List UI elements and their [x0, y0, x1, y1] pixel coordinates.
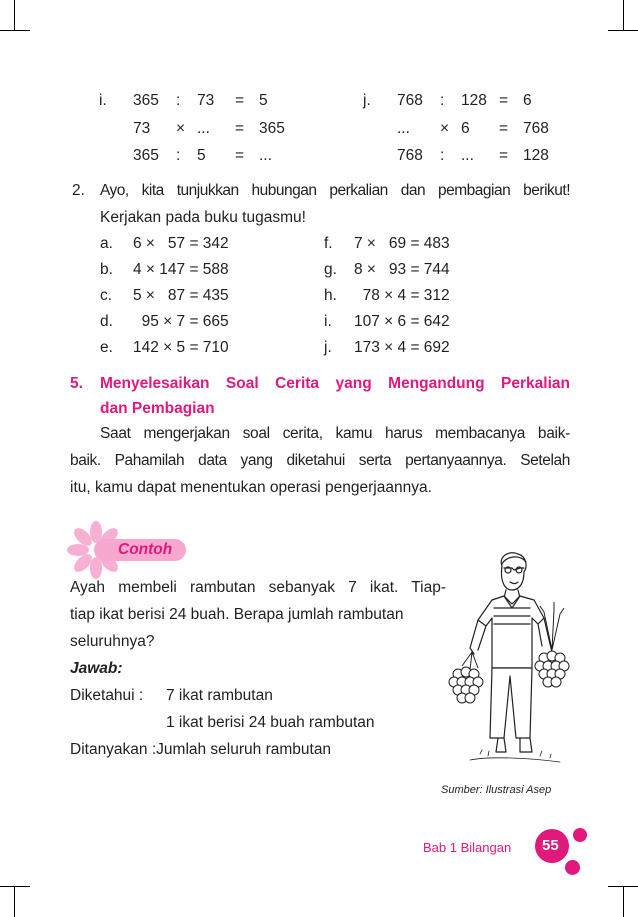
operand: 5	[197, 147, 206, 164]
item-label: c.	[100, 287, 113, 304]
item-label: g.	[324, 261, 337, 278]
crop-mark	[14, 887, 15, 917]
known-item: 7 ikat rambutan	[166, 687, 273, 704]
equation: 78 × 4 = 312	[354, 287, 450, 304]
paragraph-line: Saat mengerjakan soal cerita, kamu harus membacanya baik-	[100, 425, 570, 442]
crop-mark	[608, 886, 638, 887]
instruction-line: Kerjakan pada buku tugasmu!	[100, 209, 306, 226]
image-caption: Sumber: Ilustrasi Asep	[441, 784, 552, 796]
crop-mark	[623, 0, 624, 30]
equals: =	[499, 92, 509, 109]
operand: 128	[461, 92, 487, 109]
operand: ...	[197, 120, 210, 137]
known-label: Diketahui :	[70, 687, 144, 704]
item-number: 2.	[72, 182, 85, 199]
crop-mark	[0, 886, 30, 887]
equation: 107 × 6 = 642	[354, 313, 450, 330]
known-item: 1 ikat berisi 24 buah rambutan	[166, 714, 375, 731]
page-number: 55	[542, 837, 559, 854]
equation: 5 × 87 = 435	[133, 287, 229, 304]
operand: ...	[397, 120, 410, 137]
decorative-dot	[565, 860, 580, 875]
paragraph-line: itu, kamu dapat menentukan operasi pengerjaannya.	[70, 479, 432, 496]
operator: ×	[440, 120, 450, 137]
equals: =	[235, 147, 245, 164]
operator: :	[176, 147, 181, 164]
operator: :	[440, 92, 445, 109]
equals: =	[499, 120, 509, 137]
operand: ...	[461, 147, 474, 164]
operand: 6	[461, 120, 470, 137]
operator: :	[176, 92, 181, 109]
operator: :	[440, 147, 445, 164]
item-label: a.	[100, 235, 113, 252]
item-label: e.	[100, 339, 113, 356]
equals: =	[235, 120, 245, 137]
crop-mark	[623, 887, 624, 917]
operand: 365	[133, 147, 159, 164]
crop-mark	[0, 30, 30, 31]
equation: 173 × 4 = 692	[354, 339, 450, 356]
item-label: j.	[324, 339, 332, 356]
item-label: j.	[363, 92, 371, 109]
equation: 7 × 69 = 483	[354, 235, 450, 252]
question-line: seluruhnya?	[70, 633, 155, 650]
crop-mark	[608, 30, 638, 31]
question-line: tiap ikat berisi 24 buah. Berapa jumlah rambutan	[70, 606, 404, 623]
result: 768	[523, 120, 549, 137]
item-label: f.	[324, 235, 333, 252]
item-label: b.	[100, 261, 113, 278]
man-holding-rambutan-illustration	[440, 548, 575, 780]
operand: 73	[197, 92, 215, 109]
result: 128	[523, 147, 549, 164]
result: ...	[259, 147, 272, 164]
operand: 768	[397, 92, 423, 109]
section-title-cont: dan Pembagian	[100, 400, 215, 417]
result: 5	[259, 92, 268, 109]
equation: 8 × 93 = 744	[354, 261, 450, 278]
result: 365	[259, 120, 285, 137]
decorative-dot	[573, 828, 587, 842]
equals: =	[235, 92, 245, 109]
section-title: Menyelesaikan Soal Cerita yang Mengandung Perkalian	[100, 375, 570, 392]
item-label: d.	[100, 313, 113, 330]
equals: =	[499, 147, 509, 164]
contoh-label: Contoh	[118, 541, 173, 558]
chapter-label: Bab 1 Bilangan	[423, 840, 512, 855]
item-label: h.	[324, 287, 337, 304]
question-line: Ayah membeli rambutan sebanyak 7 ikat. Tiap-	[70, 579, 446, 596]
equation: 6 × 57 = 342	[133, 235, 229, 252]
instruction-line: Ayo, kita tunjukkan hubungan perkalian dan pembagian berikut!	[100, 182, 570, 199]
result: 6	[523, 92, 532, 109]
crop-mark	[14, 0, 15, 30]
equation: 142 × 5 = 710	[133, 339, 229, 356]
section-number: 5.	[70, 375, 83, 392]
operator: ×	[176, 120, 186, 137]
answer-heading: Jawab:	[70, 660, 123, 677]
equation: 95 × 7 = 665	[133, 313, 229, 330]
paragraph-line: baik. Pahamilah data yang diketahui serta pertanyaannya. Setelah	[70, 452, 570, 469]
asked-line: Ditanyakan :Jumlah seluruh rambutan	[70, 741, 332, 758]
operand: 365	[133, 92, 159, 109]
equation: 4 × 147 = 588	[133, 261, 229, 278]
operand: 768	[397, 147, 423, 164]
item-label: i.	[99, 92, 107, 109]
item-label: i.	[324, 313, 332, 330]
operand: 73	[133, 120, 151, 137]
